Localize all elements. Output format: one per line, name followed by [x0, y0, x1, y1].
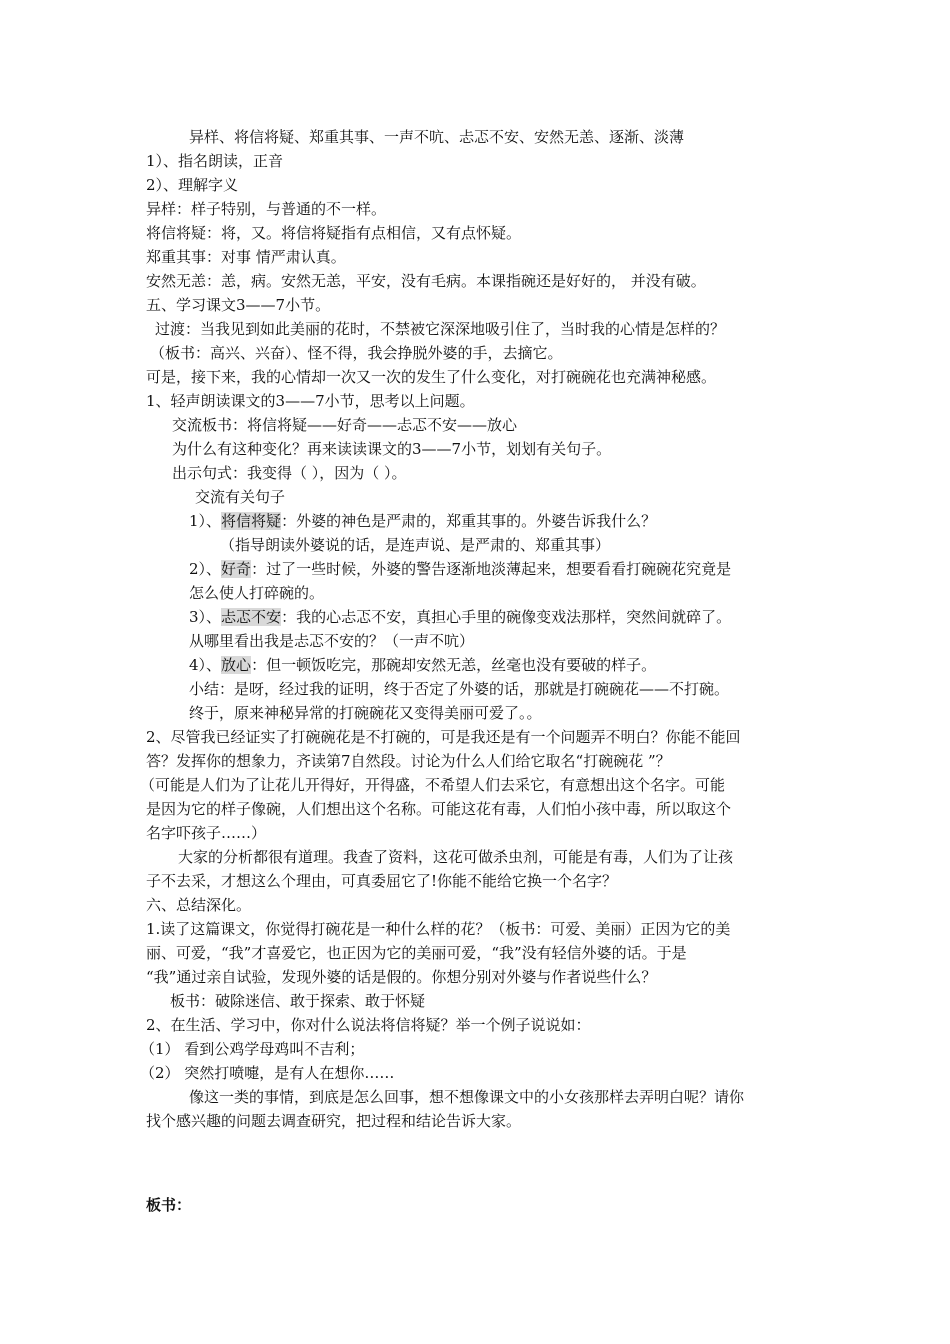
- board-note-2: 板书：破除迷信、敢于探索、敢于怀疑: [170, 992, 426, 1010]
- conclusion-1: 1.读了这篇课文，你觉得打碗花是一种什么样的花？（板书：可爱、美丽）正因为它的美: [146, 920, 731, 938]
- task-life: 2、在生活、学习中，你对什么说法将信将疑？举一个例子说说如：: [146, 1016, 591, 1034]
- conclusion-1-cont2: “我”通过亲自试验，发现外婆的话是假的。你想分别对外婆与作者说些什么？: [146, 968, 657, 986]
- section-five-heading: 五、学习课文3——7小节。: [146, 296, 331, 314]
- highlight-term: 放心: [221, 656, 252, 674]
- highlight-term: 忐忑不安: [221, 608, 282, 626]
- paragraph-keshi: 可是，接下来，我的心情却一次又一次的发生了什么变化，对打碗碗花也充满神秘感。: [146, 368, 717, 386]
- item-prefix: 3）、: [189, 608, 222, 626]
- item-haoqi: [189, 558, 731, 581]
- summary: 小结：是呀，经过我的证明，终于否定了外婆的话，那就是打碗碗花——不打碗。: [189, 680, 730, 698]
- conclusion-1-cont: 丽、可爱，“我”才喜爱它，也正因为它的美丽可爱，“我”没有轻信外婆的话。于是: [146, 944, 687, 962]
- def-jiangxin: 将信将疑：将，又。将信将疑指有点相信，又有点怀疑。: [146, 224, 522, 242]
- item-prefix: 4）、: [189, 656, 222, 674]
- analysis: 大家的分析都很有道理。我查了资料，这花可做杀虫剂，可能是有毒，人们为了让孩: [178, 848, 734, 866]
- def-zhengzhong: 郑重其事：对事 情严肃认真。: [146, 248, 346, 266]
- item-prefix: 2）、: [189, 560, 222, 578]
- exchange-sentences: 交流有关句子: [195, 488, 286, 506]
- item-text: ：过了一些时候，外婆的警告逐渐地淡薄起来，想要看看打碗碗花究竟是: [251, 560, 732, 578]
- exchange-board: 交流板书：将信将疑——好奇——忐忑不安——放心: [172, 416, 518, 434]
- example-1: （1） 看到公鸡学母鸡叫不吉利；: [140, 1040, 365, 1058]
- vocab-list: 异样、将信将疑、郑重其事、一声不吭、忐忑不安、安然无恙、逐渐、淡薄: [189, 128, 685, 146]
- why-change: 为什么有这种变化？再来读读课文的3——7小节，划划有关句子。: [172, 440, 612, 458]
- item-text: ：但一顿饭吃完，那碗却安然无恙，丝毫也没有要破的样子。: [251, 656, 657, 674]
- step-understand: 2）、理解字义: [146, 176, 239, 194]
- analysis-cont: 子不去采，才想这么个理由，可真委屈它了!你能不能给它换一个名字？: [146, 872, 618, 890]
- summary-cont: 终于，原来神秘异常的打碗碗花又变得美丽可爱了。。: [189, 704, 542, 722]
- guide-reading: （指导朗读外婆说的话，是连声说、是严肃的、郑重其事）: [220, 536, 611, 554]
- item-tante: [189, 606, 731, 629]
- section-six-heading: 六、总结深化。: [146, 896, 252, 914]
- def-yiyang: 异样：样子特别，与普通的不一样。: [146, 200, 387, 218]
- board-note-1: （板书：高兴、兴奋）、怪不得，我会挣脱外婆的手，去摘它。: [150, 344, 563, 362]
- closing: 像这一类的事情，到底是怎么回事，想不想像课文中的小女孩那样去弄明白呢？请你: [189, 1088, 745, 1106]
- board-heading: 板书：: [146, 1196, 192, 1214]
- item-fangxin: [189, 654, 656, 677]
- possible-answers: （可能是人们为了让花儿开得好，开得盛，不希望人们去采它，有意想出这个名字。可能: [140, 776, 726, 794]
- item-haoqi-cont: 怎么使人打碎碗的。: [189, 584, 325, 602]
- closing-cont: 找个感兴趣的问题去调查研究，把过程和结论告诉大家。: [146, 1112, 522, 1130]
- highlight-term: 将信将疑: [221, 512, 282, 530]
- def-anran: 安然无恙：恙，病。安然无恙，平安，没有毛病。本课指碗还是好好的， 并没有破。: [146, 272, 706, 290]
- question-tante: 从哪里看出我是忐忑不安的？（一声不吭）: [189, 632, 475, 650]
- possible-answers-2: 是因为它的样子像碗，人们想出这个名称。可能这花有毒，人们怕小孩中毒，所以取这个: [146, 800, 732, 818]
- item-prefix: 1）、: [189, 512, 222, 530]
- item-text: ：我的心忐忑不安，真担心手里的碗像变戏法那样，突然间就碎了。: [281, 608, 732, 626]
- example-2: （2） 突然打喷嚏，是有人在想你……: [140, 1064, 395, 1082]
- step-read-aloud: 1）、指名朗读，正音: [146, 152, 284, 170]
- possible-answers-3: 名字吓孩子……）: [146, 824, 267, 842]
- item-text: ：外婆的神色是严肃的，郑重其事的。外婆告诉我什么？: [281, 512, 657, 530]
- sentence-pattern: 出示句式：我变得（ ），因为（ ）。: [172, 464, 407, 482]
- transition-text: 过渡：当我见到如此美丽的花时，不禁被它深深地吸引住了，当时我的心情是怎样的？: [155, 320, 726, 338]
- highlight-term: 好奇: [221, 560, 252, 578]
- task-2-cont: 答？发挥你的想象力，齐读第7自然段。讨论为什么人们给它取名“打碗碗花 ”？: [146, 752, 671, 770]
- item-jiangxin: [189, 510, 656, 533]
- task-2: 2、尽管我已经证实了打碗碗花是不打碗的，可是我还是有一个问题弄不明白？你能不能回: [146, 728, 741, 746]
- task-1: 1、轻声朗读课文的3——7小节，思考以上问题。: [146, 392, 475, 410]
